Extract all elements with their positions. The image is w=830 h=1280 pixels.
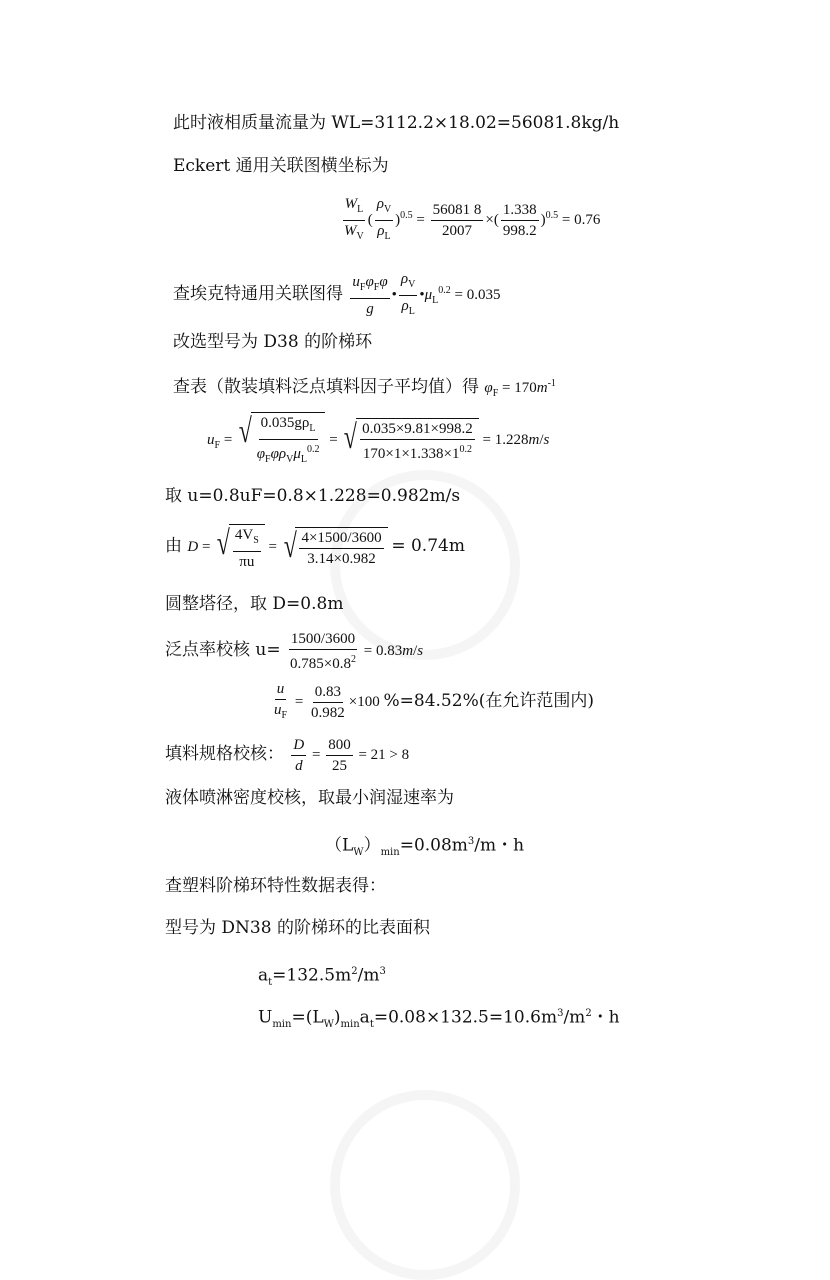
diameter-equation: 由 D = √ $\frac{4V_S}{\pi u}$ = √ $\frac{4\times 1500/3600}{3.14\times 0.982}$ = 0.74m	[165, 525, 465, 570]
operating-velocity-line: 取 u=0.8uF=0.8×1.228=0.982m/s	[165, 486, 461, 506]
watermark-seal-bottom	[330, 1090, 520, 1280]
rounded-diameter-line: 圆整塔径，取 D=0.8m	[165, 594, 344, 614]
eckert-abscissa-line: Eckert 通用关联图横坐标为	[173, 156, 389, 176]
flooding-ratio-equation: $\frac{u}{u_F}$ = $\frac{0.83}{0.982}$ ×100 %=84.52%(在允许范围内)	[274, 681, 594, 721]
liquid-mass-flow-line: 此时液相质量流量为 WL=3112.2×18.02=56081.8kg/h	[173, 113, 620, 133]
packing-selection-line: 改选型号为 D38 的阶梯环	[173, 332, 373, 352]
spray-density-value-line: $U_{min}=(L_W)_{min}a_t=0.08\times 132.5=10.6m^3/m^2$・h	[258, 1007, 620, 1031]
min-wetting-rate-line: $(L_W)_{min}=0.08m^3/m$・h	[325, 835, 525, 859]
flooding-rate-check-line: 泛点率校核 u= $\frac{1500/3600}{0.785\times 0.8^2}$ = 0.83m/s	[165, 631, 424, 672]
packing-factor-line: 查表（散装填料泛点填料因子平均值）得 $\varphi_F = 170m^{-1}$	[173, 377, 556, 399]
packing-size-check-line: 填料规格校核： $\frac{D}{d}$ = $\frac{800}{25}$ = 21 > 8	[165, 737, 410, 774]
spray-density-check-line: 液体喷淋密度校核，取最小润湿速率为	[165, 788, 454, 808]
specific-area-value-line: $a_t=132.5m^2/m^3$	[258, 965, 386, 989]
flooding-velocity-equation: $u_F$ = √ $\frac{0.035g\rho_L}{\varphi_F\varphi\rho_V\mu_L^{0.2}}$ = √ $\frac{0.035\times 9.81\times 998.2}{170\times 1\times 1.338\times 1^{0.2}}$ = 1.228m/s	[207, 412, 549, 469]
specific-area-title-line: 型号为 DN38 的阶梯环的比表面积	[165, 918, 430, 938]
eckert-abscissa-equation: $\frac{W_L}{W_V}$ ( $\frac{\rho_V}{\rho_L}$ )$^{0.5}$ = $\frac{56081 8}{2007}$ ×( $\frac{1.338}{998.2}$ )$^{0.5}$ = 0.76	[344, 196, 601, 242]
packing-data-table-line: 查塑料阶梯环特性数据表得：	[165, 876, 386, 896]
eckert-chart-lookup-line: 查埃克特通用关联图得 $\frac{u_F\varphi_F\varphi}{g}$ • $\frac{\rho_V}{\rho_L}$ $•\mu_L^{0.2} = 0.035$	[173, 271, 501, 317]
